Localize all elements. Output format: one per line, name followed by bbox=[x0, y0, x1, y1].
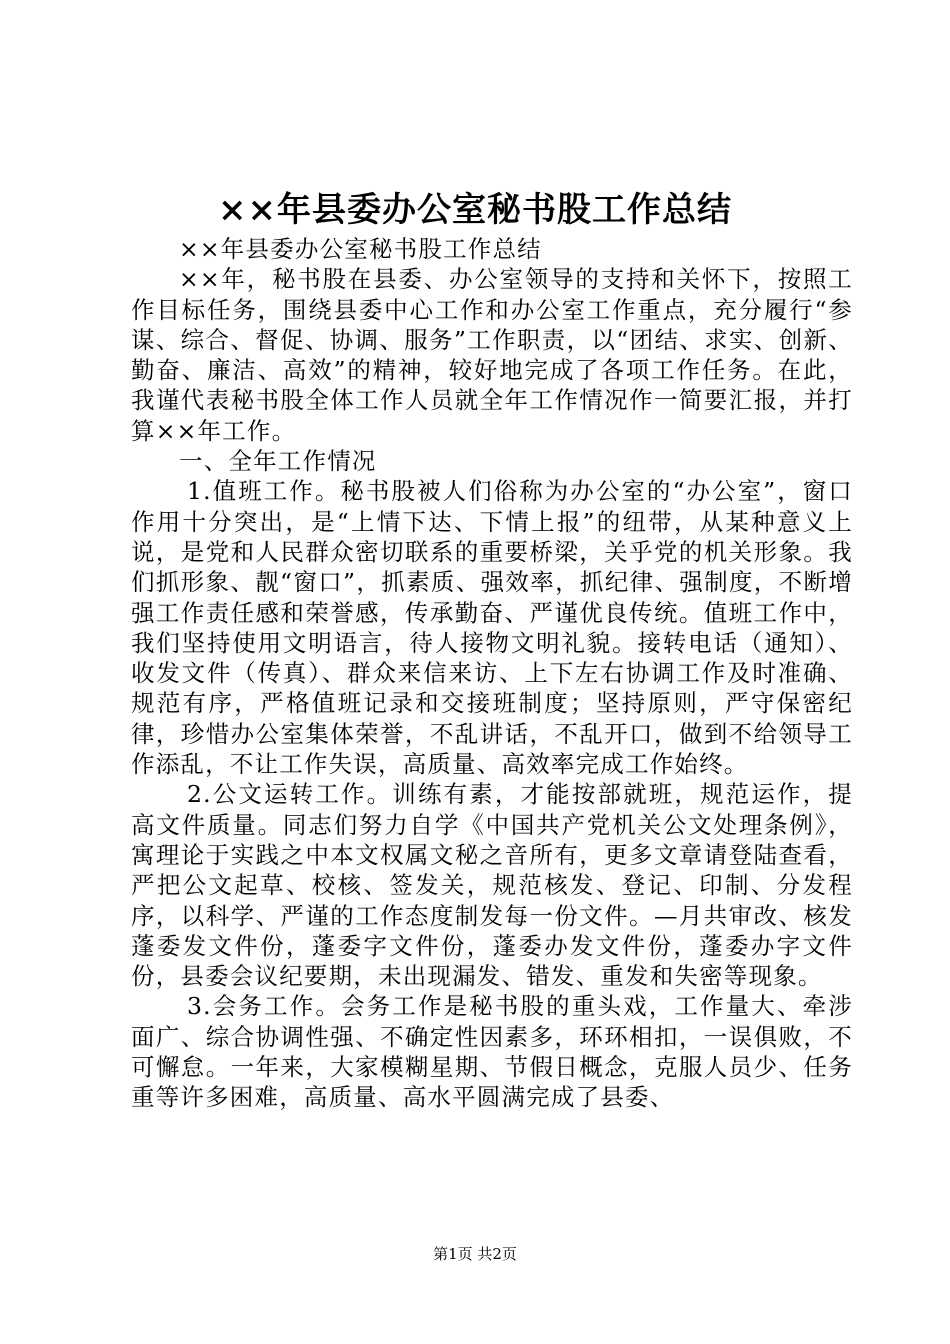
meeting-work-paragraph: 3.会务工作。会务工作是秘书股的重头戏，工作量大、牵涉面广、综合协调性强、不确定性因素多，环环相扣，一误俱败，不可懈怠。一年来，大家模糊星期、节假日概念，克服人员少、任务重等许多困难，高质量、高水平圆满完成了县委、 bbox=[131, 992, 853, 1112]
page-footer: 第1页 共2页 bbox=[433, 1245, 517, 1263]
subtitle-paragraph: ××年县委办公室秘书股工作总结 bbox=[179, 235, 542, 263]
document-title: ××年县委办公室秘书股工作总结 bbox=[218, 190, 732, 230]
intro-paragraph: ××年，秘书股在县委、办公室领导的支持和关怀下，按照工作目标任务，围绕县委中心工作和办公室工作重点，充分履行“参谋、综合、督促、协调、服务”工作职责，以“团结、求实、创新、勤奋、廉洁、高效”的精神，较好地完成了各项工作任务。在此，我谨代表秘书股全体工作人员就全年工作情况作一简要汇报，并打算××年工作。 bbox=[131, 265, 853, 445]
section-heading: 一、全年工作情况 bbox=[179, 447, 377, 476]
document-body bbox=[131, 234, 853, 1113]
duty-work-paragraph: 1.值班工作。秘书股被人们俗称为办公室的“办公室”，窗口作用十分突出，是“上情下达、下情上报”的纽带，从某种意义上说，是党和人民群众密切联系的重要桥梁，关乎党的机关形象。我们抓形象、靓“窗口”，抓素质、强效率，抓纪律、强制度，不断增强工作责任感和荣誉感，传承勤奋、严谨优良传统。值班工作中，我们坚持使用文明语言，待人接物文明礼貌。接转电话（通知）、收发文件（传真）、群众来信来访、上下左右协调工作及时准确、规范有序，严格值班记录和交接班制度；坚持原则，严守保密纪律，珍惜办公室集体荣誉，不乱讲话，不乱开口，做到不给领导工作添乱，不让工作失误，高质量、高效率完成工作始终。 bbox=[131, 477, 853, 779]
document-flow-paragraph: 2.公文运转工作。训练有素，才能按部就班，规范运作，提高文件质量。同志们努力自学《中国共产党机关公文处理条例》，寓理论于实践之中本文权属文秘之音所有，更多文章请登陆查看，严把公文起草、校核、签发关，规范核发、登记、印制、分发程序，以科学、严谨的工作态度制发每一份文件。—月共审改、核发蓬委发文件份，蓬委字文件份，蓬委办发文件份，蓬委办字文件份，县委会议纪要期，未出现漏发、错发、重发和失密等现象。 bbox=[131, 780, 853, 991]
